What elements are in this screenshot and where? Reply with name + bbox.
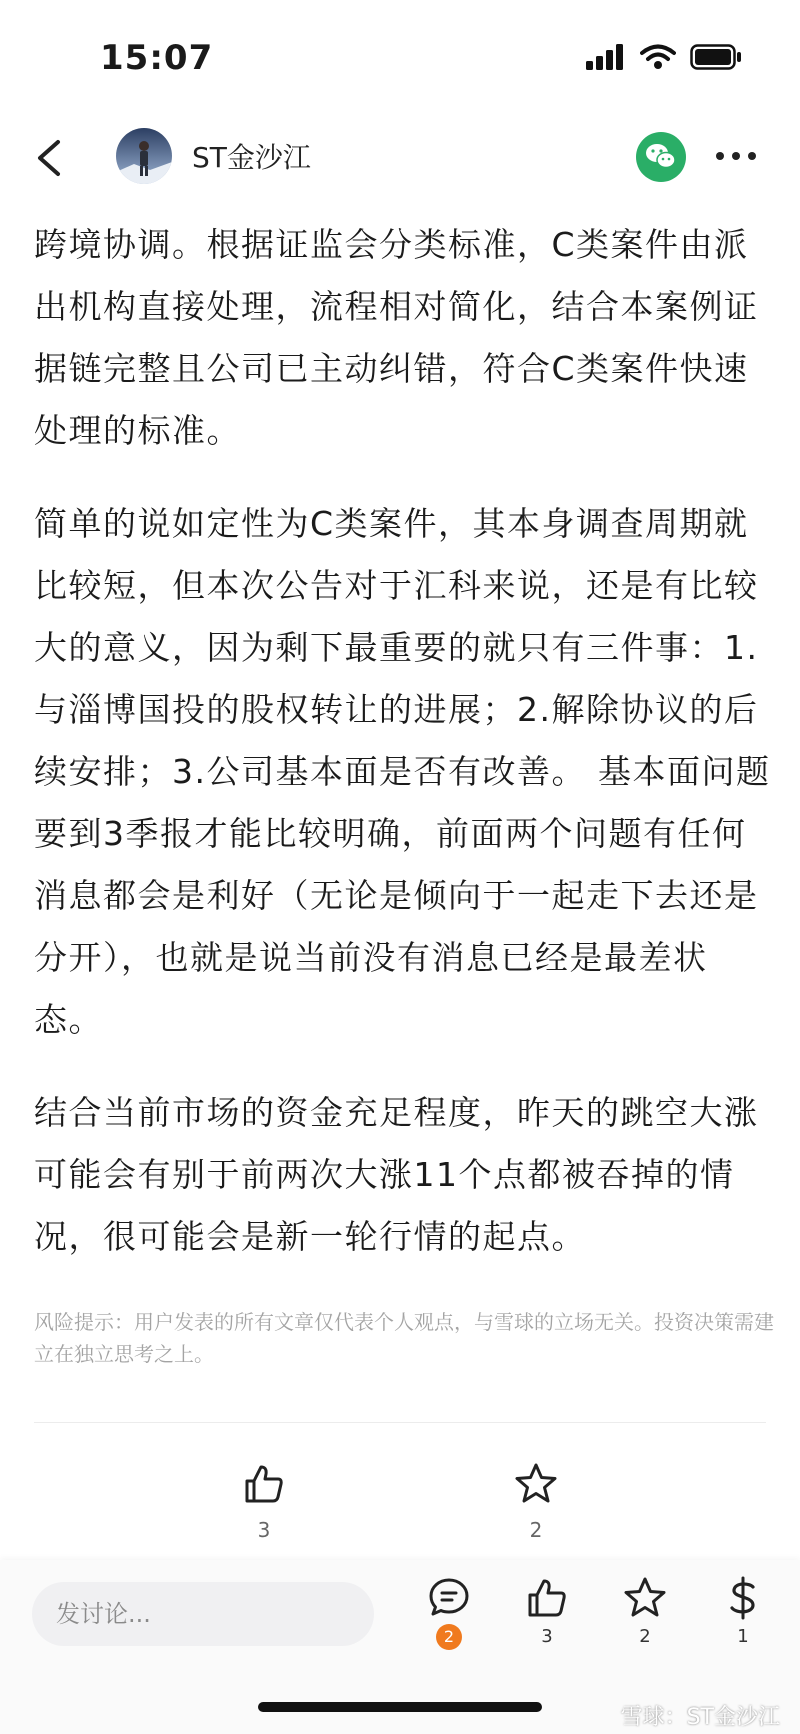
bottom-bar xyxy=(0,1560,800,1734)
watermark: 雪球：ST金沙江 xyxy=(620,1705,780,1730)
comment-count-badge: 2 xyxy=(436,1624,462,1650)
comment-button[interactable] xyxy=(414,1576,484,1650)
comment-input[interactable] xyxy=(32,1582,374,1646)
wifi-icon xyxy=(640,44,676,70)
like-count: 3 xyxy=(541,1626,553,1647)
reward-button[interactable] xyxy=(708,1576,778,1647)
article-paragraph: 跨境协调。根据证监会分类标准，C类案件由派出机构直接处理，流程相对简化，结合本案例证据链完整且公司已主动纠错，符合C类案件快速处理的标准。 xyxy=(34,225,759,450)
back-button[interactable] xyxy=(32,134,68,194)
risk-disclaimer: 风险提示：用户发表的所有文章仅代表个人观点，与雪球的立场无关。投资决策需建立在独立思考之上。 xyxy=(34,1310,774,1366)
like-action[interactable] xyxy=(224,1462,304,1542)
favorite-count: 2 xyxy=(529,1518,543,1542)
thumbs-up-icon xyxy=(525,1576,569,1620)
favorite-action[interactable] xyxy=(496,1462,576,1542)
status-time: 15:07 xyxy=(100,38,214,78)
thumbs-up-icon xyxy=(242,1462,286,1506)
article-paragraph: 结合当前市场的资金充足程度，昨天的跳空大涨可能会有别于前两次大涨11个点都被吞掉的情况，很可能会是新一轮行情的起点。 xyxy=(34,1093,759,1256)
dollar-icon xyxy=(721,1576,765,1620)
author-avatar[interactable] xyxy=(116,128,172,184)
author-name[interactable]: ST金沙江 xyxy=(192,141,311,174)
wechat-icon xyxy=(636,132,686,182)
home-indicator xyxy=(258,1702,542,1712)
article-paragraph: 简单的说如定性为C类案件，其本身调查周期就比较短，但本次公告对于汇科来说，还是有比较大的意义，因为剩下最重要的就只有三件事：1.与淄博国投的股权转让的进展；2.解除协议的后续安排；3.公司基本面是否有改善。 基本面问题要到3季报才能比较明确，前面两个问题有任何消息都会是利好（无论是倾向于一起走下去还是分开），也就是说当前没有消息已经是最差状态。 xyxy=(34,504,771,1039)
like-button[interactable] xyxy=(512,1576,582,1647)
star-icon xyxy=(514,1462,558,1506)
more-options-button[interactable] xyxy=(714,144,758,168)
wechat-share-button[interactable] xyxy=(636,132,686,182)
reward-count: 1 xyxy=(737,1626,749,1647)
favorite-button[interactable] xyxy=(610,1576,680,1647)
like-count: 3 xyxy=(257,1518,271,1542)
status-bar xyxy=(0,0,800,118)
nav-bar xyxy=(0,118,800,214)
comment-bubble-icon xyxy=(427,1576,471,1620)
cellular-signal-icon xyxy=(586,44,626,70)
avatar-image xyxy=(116,128,172,184)
battery-icon xyxy=(690,44,742,70)
back-arrow-icon xyxy=(32,134,68,194)
article-body xyxy=(34,214,774,1299)
divider xyxy=(34,1422,766,1423)
more-dots-icon xyxy=(714,144,758,168)
favorite-count: 2 xyxy=(639,1626,651,1647)
star-icon xyxy=(623,1576,667,1620)
